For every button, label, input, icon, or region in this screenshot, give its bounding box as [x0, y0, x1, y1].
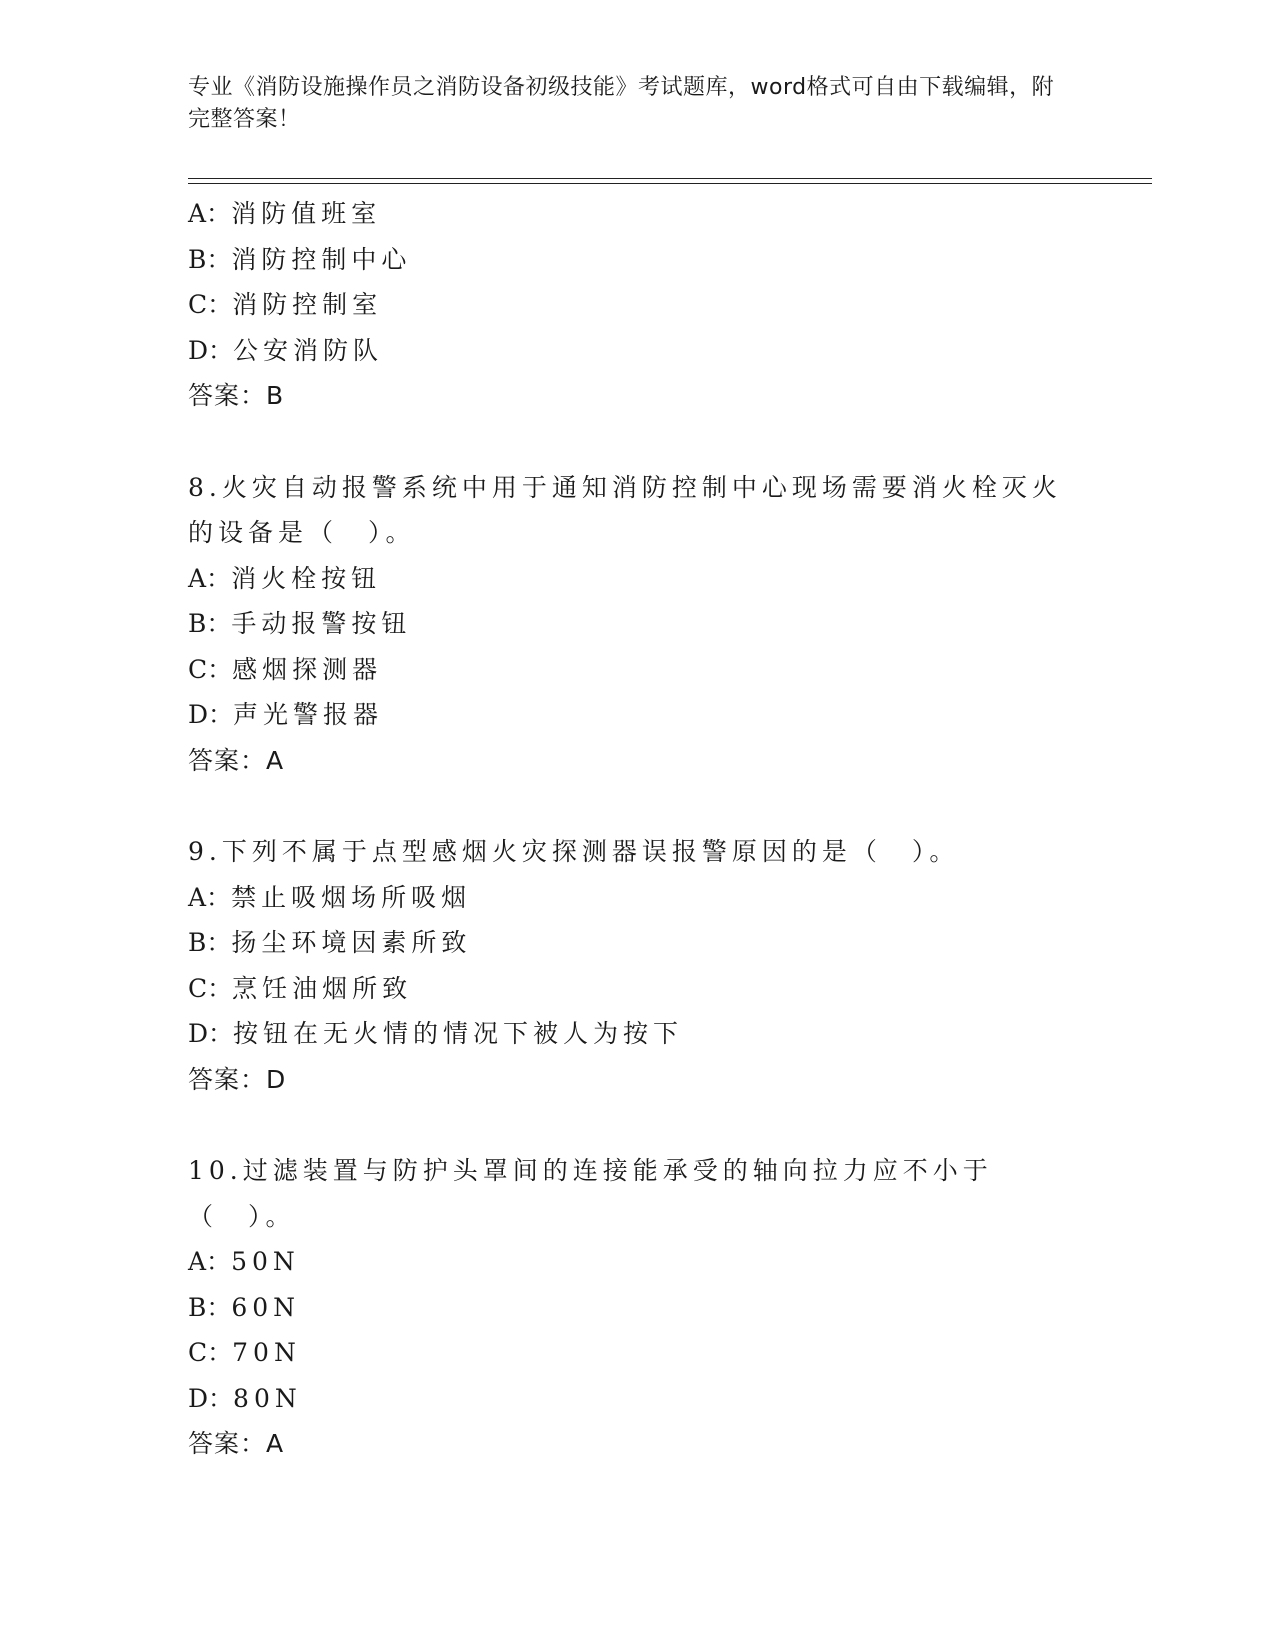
option-text: 感烟探测器: [232, 654, 383, 684]
option-b: [188, 601, 1088, 647]
answer: 答案：D: [188, 1064, 287, 1094]
answer: 答案：A: [188, 745, 285, 775]
option-d: [188, 1376, 1088, 1422]
option-label: C：: [188, 654, 233, 684]
option-text: 禁止吸烟场所吸烟: [231, 882, 472, 912]
option-label: A：: [188, 563, 232, 593]
option-c: [188, 647, 1088, 693]
option-c: [188, 1330, 1088, 1376]
question-list: [188, 191, 1088, 1467]
option-a: [188, 875, 1088, 921]
question-block: [188, 1148, 1088, 1467]
document-intro: 专业《消防设施操作员之消防设备初级技能》考试题库，word格式可自由下载编辑，附完整答案！: [188, 75, 1055, 132]
option-label: D：: [188, 1019, 234, 1048]
question-text: 8.火灾自动报警系统中用于通知消防控制中心现场需要消火栓灭火的设备是（ ）。: [188, 472, 1062, 547]
option-text: 消防控制室: [232, 290, 383, 319]
question-block: [188, 465, 1088, 784]
option-text: 消防值班室: [231, 199, 382, 228]
question-block: [188, 191, 1088, 419]
option-a: [188, 191, 1088, 237]
option-text: 70N: [232, 1338, 301, 1367]
option-b: [188, 237, 1088, 283]
option-label: D：: [188, 1383, 234, 1413]
option-b: [188, 920, 1088, 966]
option-text: 消火栓按钮: [231, 563, 382, 593]
option-c: [188, 966, 1088, 1012]
option-b: [188, 1285, 1088, 1331]
option-label: C：: [188, 290, 233, 319]
option-a: [188, 556, 1088, 602]
option-label: B：: [188, 609, 232, 638]
option-d: [188, 1011, 1088, 1057]
header-divider-top: [188, 178, 1152, 179]
question-block: [188, 829, 1088, 1102]
option-label: B：: [188, 244, 232, 274]
option-label: A：: [188, 199, 232, 228]
question-text: 9.下列不属于点型感烟火灾探测器误报警原因的是（ ）。: [188, 837, 960, 866]
option-text: 手动报警按钮: [231, 609, 412, 638]
option-label: B：: [188, 1292, 232, 1322]
option-c: [188, 282, 1088, 328]
answer: 答案：A: [188, 1429, 285, 1458]
option-text: 50N: [231, 1247, 300, 1276]
option-label: B：: [188, 928, 232, 957]
option-a: [188, 1239, 1088, 1285]
question-text: 10.过滤装置与防护头罩间的连接能承受的轴向拉力应不小于（ ）。: [188, 1156, 993, 1231]
option-text: 公安消防队: [233, 335, 384, 365]
header-divider-bottom: [188, 183, 1152, 184]
option-text: 80N: [233, 1383, 302, 1413]
option-label: D：: [188, 335, 234, 365]
option-text: 按钮在无火情的情况下被人为按下: [233, 1019, 684, 1048]
option-text: 烹饪油烟所致: [232, 973, 413, 1003]
option-d: [188, 328, 1088, 374]
option-text: 声光警报器: [233, 700, 384, 729]
option-label: C：: [188, 973, 233, 1003]
option-label: A：: [188, 1247, 232, 1276]
option-label: A：: [188, 882, 232, 912]
option-label: D：: [188, 700, 234, 729]
option-text: 60N: [231, 1292, 301, 1322]
answer: 答案：B: [188, 381, 285, 410]
option-text: 消防控制中心: [231, 244, 412, 274]
option-d: [188, 692, 1088, 738]
option-text: 扬尘环境因素所致: [231, 928, 472, 957]
option-label: C：: [188, 1338, 233, 1367]
